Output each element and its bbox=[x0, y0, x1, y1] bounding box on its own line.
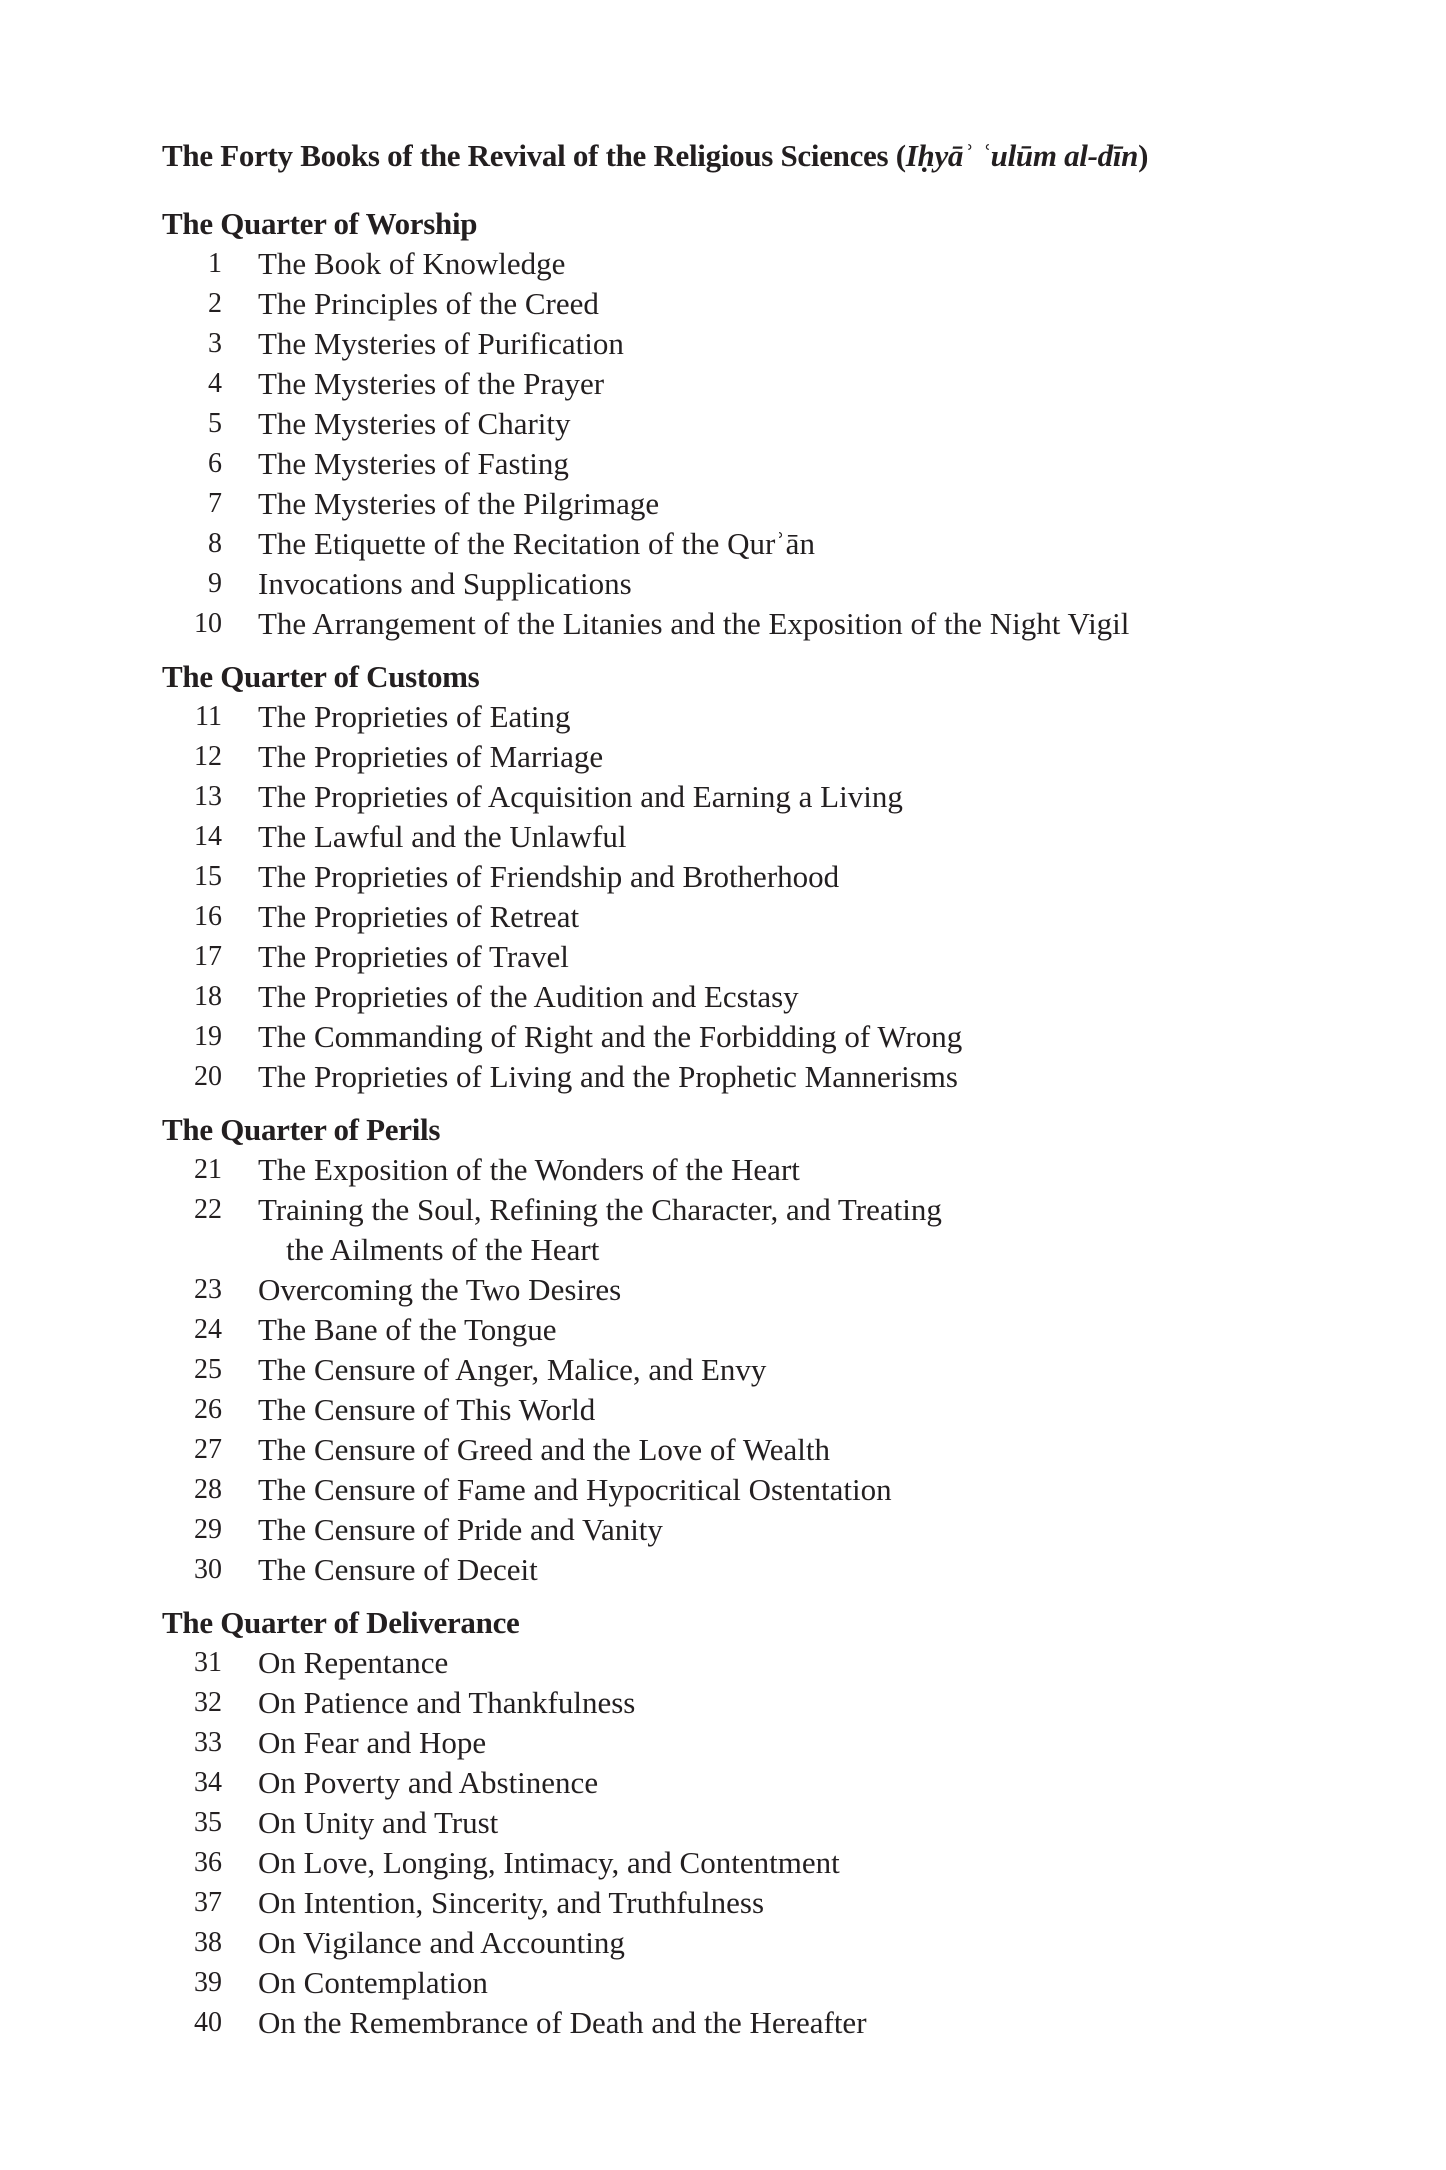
book-list-item bbox=[162, 1310, 1312, 1350]
quarter-heading: The Quarter of Worship bbox=[162, 206, 478, 241]
book-number: 37 bbox=[194, 1887, 222, 1918]
book-number: 29 bbox=[194, 1514, 222, 1545]
book-list-item bbox=[162, 1430, 1312, 1470]
book-number: 8 bbox=[208, 528, 222, 559]
book-number: 3 bbox=[208, 328, 222, 359]
book-number: 5 bbox=[208, 408, 222, 439]
page-title bbox=[162, 136, 1312, 176]
book-title: On Vigilance and Accounting bbox=[258, 1925, 625, 1960]
book-title: The Censure of Anger, Malice, and Envy bbox=[258, 1352, 767, 1387]
book-number: 9 bbox=[208, 568, 222, 599]
book-number: 38 bbox=[194, 1927, 222, 1958]
book-title: The Censure of Greed and the Love of Wealth bbox=[258, 1432, 830, 1467]
book-list-item bbox=[162, 1470, 1312, 1510]
book-number: 15 bbox=[194, 861, 222, 892]
book-title: The Proprieties of Friendship and Brotherhood bbox=[258, 859, 840, 894]
book-title: On Patience and Thankfulness bbox=[258, 1685, 636, 1720]
book-list-page bbox=[162, 136, 1312, 2056]
book-number: 33 bbox=[194, 1727, 222, 1758]
book-title: Invocations and Supplications bbox=[258, 566, 632, 601]
book-title-wrap bbox=[258, 977, 1312, 1017]
book-title-wrap bbox=[258, 444, 1312, 484]
book-list-item bbox=[162, 1763, 1312, 1803]
book-title: The Censure of Deceit bbox=[258, 1552, 538, 1587]
book-list-item bbox=[162, 364, 1312, 404]
book-title-wrap bbox=[258, 404, 1312, 444]
book-list-item bbox=[162, 1550, 1312, 1590]
quarter-section bbox=[162, 1110, 1312, 1590]
book-number: 40 bbox=[194, 2007, 222, 2038]
book-number: 16 bbox=[194, 901, 222, 932]
book-number: 34 bbox=[194, 1767, 222, 1798]
book-number: 19 bbox=[194, 1021, 222, 1052]
title-text: The Forty Books of the Revival of the Religious Sciences ( bbox=[162, 138, 906, 173]
quarter-heading: The Quarter of Customs bbox=[162, 659, 480, 694]
book-list-item bbox=[162, 1923, 1312, 1963]
title-close-paren: ) bbox=[1138, 138, 1149, 173]
book-title-wrap bbox=[258, 897, 1312, 937]
book-title-wrap bbox=[258, 1057, 1312, 1097]
book-title: The Mysteries of Fasting bbox=[258, 446, 569, 481]
book-number: 28 bbox=[194, 1474, 222, 1505]
book-number: 23 bbox=[194, 1274, 222, 1305]
book-number: 4 bbox=[208, 368, 222, 399]
book-list-item bbox=[162, 1017, 1312, 1057]
book-number: 27 bbox=[194, 1434, 222, 1465]
book-title-wrap bbox=[258, 1883, 1312, 1923]
book-title: The Arrangement of the Litanies and the Exposition of the Night Vigil bbox=[258, 606, 1130, 641]
book-list-item bbox=[162, 444, 1312, 484]
book-title-wrap bbox=[258, 604, 1312, 644]
book-number: 31 bbox=[194, 1647, 222, 1678]
book-number: 7 bbox=[208, 488, 222, 519]
book-title-wrap bbox=[258, 1683, 1312, 1723]
book-list-item bbox=[162, 1683, 1312, 1723]
book-list-item bbox=[162, 404, 1312, 444]
book-list-item bbox=[162, 1643, 1312, 1683]
book-list-item bbox=[162, 857, 1312, 897]
book-title-wrap bbox=[258, 484, 1312, 524]
book-title-wrap bbox=[258, 1803, 1312, 1843]
book-list-item bbox=[162, 284, 1312, 324]
quarter-heading: The Quarter of Perils bbox=[162, 1112, 441, 1147]
book-list-item bbox=[162, 1843, 1312, 1883]
book-title: Overcoming the Two Desires bbox=[258, 1272, 622, 1307]
book-title: The Commanding of Right and the Forbidding of Wrong bbox=[258, 1019, 963, 1054]
book-number: 1 bbox=[208, 248, 222, 279]
book-title: On Poverty and Abstinence bbox=[258, 1765, 599, 1800]
book-title: On Intention, Sincerity, and Truthfulness bbox=[258, 1885, 765, 1920]
book-list-item bbox=[162, 524, 1312, 564]
book-title: The Proprieties of Eating bbox=[258, 699, 571, 734]
book-title: The Censure of This World bbox=[258, 1392, 596, 1427]
book-list-item bbox=[162, 697, 1312, 737]
book-title-wrap bbox=[258, 937, 1312, 977]
book-number: 25 bbox=[194, 1354, 222, 1385]
book-title-wrap bbox=[258, 1550, 1312, 1590]
book-list-item bbox=[162, 1150, 1312, 1190]
book-title-wrap bbox=[258, 1270, 1312, 1310]
book-number: 18 bbox=[194, 981, 222, 1012]
book-list-item bbox=[162, 604, 1312, 644]
book-list-item bbox=[162, 324, 1312, 364]
book-list-item bbox=[162, 1390, 1312, 1430]
book-number: 13 bbox=[194, 781, 222, 812]
book-number: 17 bbox=[194, 941, 222, 972]
book-title-wrap bbox=[258, 244, 1312, 284]
book-number: 36 bbox=[194, 1847, 222, 1878]
book-number: 39 bbox=[194, 1967, 222, 1998]
book-number: 24 bbox=[194, 1314, 222, 1345]
quarter-section bbox=[162, 204, 1312, 644]
book-list-item bbox=[162, 817, 1312, 857]
book-title: The Mysteries of Purification bbox=[258, 326, 624, 361]
book-title: The Proprieties of Acquisition and Earning a Living bbox=[258, 779, 903, 814]
book-title-wrap bbox=[258, 1430, 1312, 1470]
quarter-heading: The Quarter of Deliverance bbox=[162, 1605, 520, 1640]
sections bbox=[162, 204, 1312, 2043]
book-title-wrap bbox=[258, 1510, 1312, 1550]
book-number: 11 bbox=[195, 701, 222, 732]
book-number: 22 bbox=[194, 1194, 222, 1225]
book-list-item bbox=[162, 1883, 1312, 1923]
book-list-item bbox=[162, 484, 1312, 524]
book-title-wrap bbox=[258, 324, 1312, 364]
book-title-wrap bbox=[258, 364, 1312, 404]
book-title: The Lawful and the Unlawful bbox=[258, 819, 627, 854]
book-title-wrap bbox=[258, 564, 1312, 604]
book-title-wrap bbox=[258, 1310, 1312, 1350]
book-title-continuation: the Ailments of the Heart bbox=[286, 1232, 600, 1267]
book-number: 12 bbox=[194, 741, 222, 772]
book-title: On Repentance bbox=[258, 1645, 449, 1680]
book-title-wrap bbox=[258, 284, 1312, 324]
book-title: The Proprieties of Travel bbox=[258, 939, 569, 974]
book-title: The Proprieties of Retreat bbox=[258, 899, 580, 934]
book-title: The Proprieties of the Audition and Ecstasy bbox=[258, 979, 799, 1014]
book-title-wrap bbox=[258, 1350, 1312, 1390]
quarter-section bbox=[162, 657, 1312, 1097]
book-title-wrap bbox=[258, 817, 1312, 857]
book-title: On Contemplation bbox=[258, 1965, 488, 2000]
book-title-wrap bbox=[258, 697, 1312, 737]
book-title-wrap bbox=[258, 2003, 1312, 2043]
book-title-wrap bbox=[258, 1390, 1312, 1430]
book-title: The Principles of the Creed bbox=[258, 286, 599, 321]
book-list-item bbox=[162, 244, 1312, 284]
book-title: The Bane of the Tongue bbox=[258, 1312, 557, 1347]
book-title: On Fear and Hope bbox=[258, 1725, 487, 1760]
book-title: The Proprieties of Marriage bbox=[258, 739, 604, 774]
book-number: 6 bbox=[208, 448, 222, 479]
book-title-wrap bbox=[258, 1843, 1312, 1883]
book-title-wrap bbox=[258, 1470, 1312, 1510]
book-title-wrap bbox=[258, 1150, 1312, 1190]
book-number: 2 bbox=[208, 288, 222, 319]
book-title-wrap bbox=[258, 1963, 1312, 2003]
book-list-item bbox=[162, 1723, 1312, 1763]
book-title: The Proprieties of Living and the Prophetic Mannerisms bbox=[258, 1059, 958, 1094]
book-list-item bbox=[162, 1270, 1312, 1310]
book-list-item bbox=[162, 977, 1312, 1017]
book-title: The Book of Knowledge bbox=[258, 246, 566, 281]
book-title-wrap bbox=[258, 524, 1312, 564]
book-title: The Censure of Pride and Vanity bbox=[258, 1512, 663, 1547]
book-title-wrap bbox=[258, 777, 1312, 817]
book-number: 10 bbox=[194, 608, 222, 639]
book-title-wrap bbox=[258, 1723, 1312, 1763]
book-list-item bbox=[162, 2003, 1312, 2043]
book-list-item bbox=[162, 1510, 1312, 1550]
book-list-item bbox=[162, 1350, 1312, 1390]
book-title: On Love, Longing, Intimacy, and Contentment bbox=[258, 1845, 840, 1880]
book-title: The Mysteries of the Prayer bbox=[258, 366, 605, 401]
book-list-item bbox=[162, 1190, 1312, 1270]
book-title: The Censure of Fame and Hypocritical Ostentation bbox=[258, 1472, 892, 1507]
book-title-wrap bbox=[258, 1190, 1312, 1270]
book-list-item bbox=[162, 737, 1312, 777]
book-list-item bbox=[162, 937, 1312, 977]
book-list-item bbox=[162, 1803, 1312, 1843]
book-number: 30 bbox=[194, 1554, 222, 1585]
book-title-wrap bbox=[258, 1643, 1312, 1683]
book-title: On the Remembrance of Death and the Hereafter bbox=[258, 2005, 867, 2040]
book-title: Training the Soul, Refining the Character, and Treating bbox=[258, 1192, 942, 1227]
book-list-item bbox=[162, 564, 1312, 604]
book-number: 32 bbox=[194, 1687, 222, 1718]
book-title: The Mysteries of Charity bbox=[258, 406, 571, 441]
book-list-item bbox=[162, 1057, 1312, 1097]
book-title: The Etiquette of the Recitation of the Qurʾān bbox=[258, 526, 815, 561]
book-number: 14 bbox=[194, 821, 222, 852]
book-title-wrap bbox=[258, 1923, 1312, 1963]
book-title: The Mysteries of the Pilgrimage bbox=[258, 486, 660, 521]
book-title-wrap bbox=[258, 857, 1312, 897]
book-title: The Exposition of the Wonders of the Heart bbox=[258, 1152, 800, 1187]
book-list-item bbox=[162, 897, 1312, 937]
book-list-item bbox=[162, 777, 1312, 817]
book-title-wrap bbox=[258, 737, 1312, 777]
book-title-wrap bbox=[258, 1763, 1312, 1803]
quarter-section bbox=[162, 1603, 1312, 2043]
book-number: 20 bbox=[194, 1061, 222, 1092]
book-list-item bbox=[162, 1963, 1312, 2003]
book-number: 35 bbox=[194, 1807, 222, 1838]
book-number: 26 bbox=[194, 1394, 222, 1425]
book-title: On Unity and Trust bbox=[258, 1805, 499, 1840]
title-transliteration: Iḥyāʾ ʿulūm al-dīn bbox=[905, 138, 1139, 173]
book-number: 21 bbox=[194, 1154, 222, 1185]
book-title-wrap bbox=[258, 1017, 1312, 1057]
